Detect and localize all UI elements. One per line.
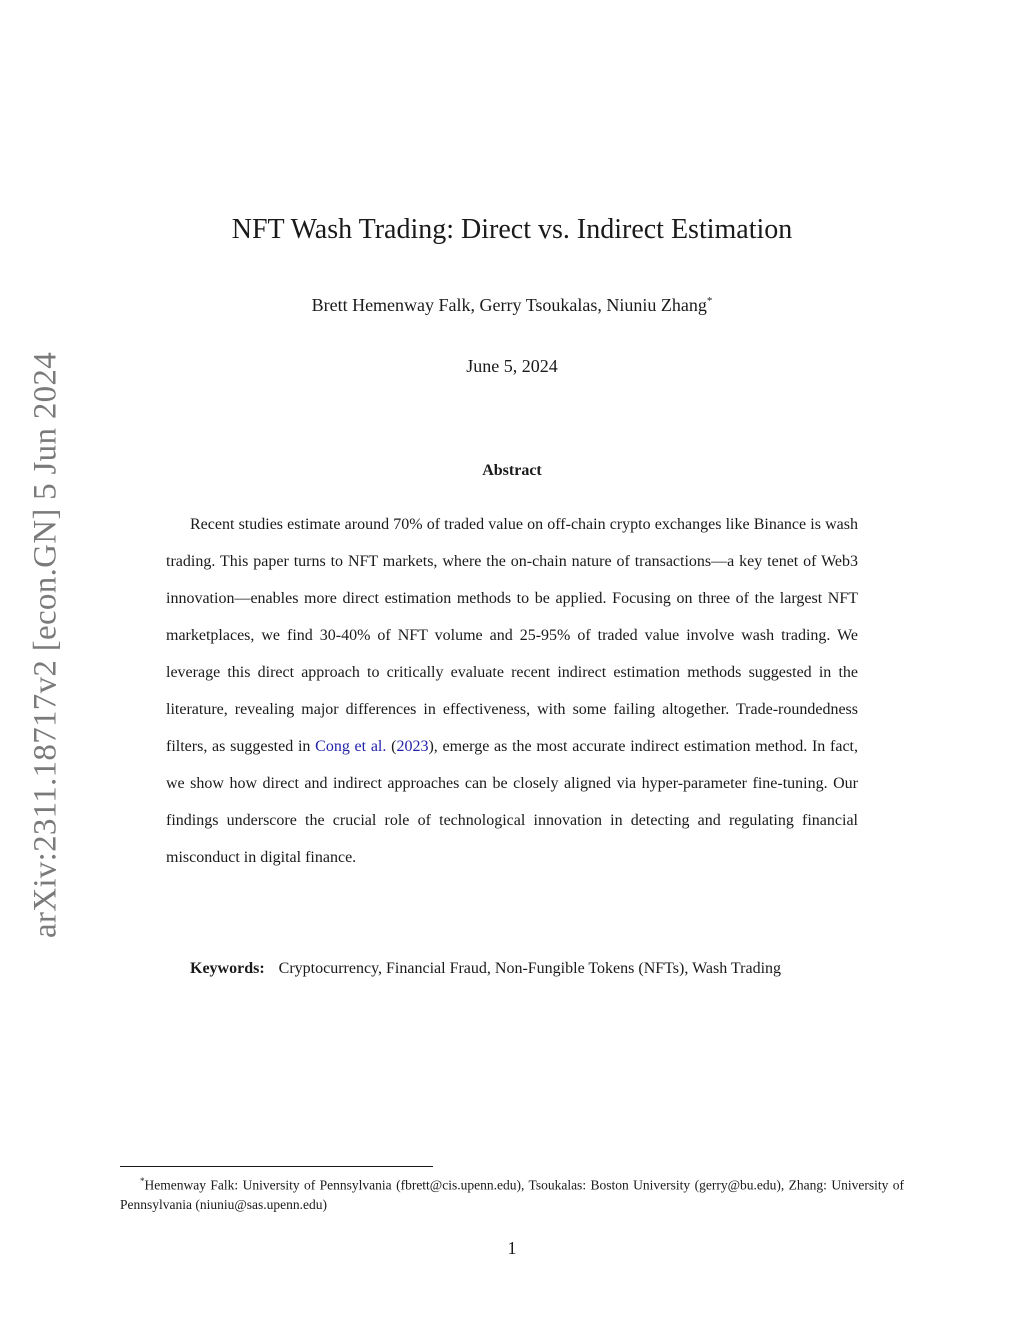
citation-link-year[interactable]: 2023	[396, 738, 429, 755]
keywords-section	[166, 950, 858, 987]
author-list	[0, 295, 1024, 316]
abstract-text-part-2: ), emerge as the most accurate indirect estimation method. In fact, we show how direct and indirect approaches can be closely aligned via hyper-parameter fine-tuning. Our findings underscore the crucial role of technological innovation in detecting and regulating financial misconduct in digital finance.	[166, 738, 858, 866]
author-footnote-mark: *	[706, 295, 713, 307]
citation-open-paren: (	[391, 738, 397, 755]
publication-date: June 5, 2024	[466, 356, 558, 376]
abstract-heading: Abstract	[482, 462, 542, 479]
author-affiliation-footnote	[120, 1172, 904, 1214]
keywords-label: Keywords:	[190, 960, 265, 977]
author-names: Brett Hemenway Falk, Gerry Tsoukalas, Niuniu Zhang	[311, 295, 707, 315]
keywords-list: Cryptocurrency, Financial Fraud, Non-Fungible Tokens (NFTs), Wash Trading	[278, 960, 782, 977]
footnote-divider	[120, 1166, 433, 1167]
citation-link-authors[interactable]: Cong et al.	[315, 738, 387, 755]
footnote-text: Hemenway Falk: University of Pennsylvania (fbrett@cis.upenn.edu), Tsoukalas: Boston University (gerry@bu.edu), Zhang: University of Pennsylvania (niuniu@sas.upenn.edu)	[120, 1177, 904, 1212]
paper-title: NFT Wash Trading: Direct vs. Indirect Estimation	[231, 214, 793, 245]
abstract-body	[166, 506, 858, 876]
arxiv-identifier-stamp: arXiv:2311.18717v2 [econ.GN] 5 Jun 2024	[27, 351, 64, 939]
footnote-mark: *	[140, 1176, 145, 1186]
page-number: 1	[507, 1238, 517, 1258]
abstract-text-part-1: Recent studies estimate around 70% of traded value on off-chain crypto exchanges like Binance is wash trading. This paper turns to NFT markets, where the on-chain nature of transactions—a key tenet of Web3 innovation—enables more direct estimation methods to be applied. Focusing on three of the largest NFT marketplaces, we find 30-40% of NFT volume and 25-95% of traded value involve wash trading. We leverage this direct approach to critically evaluate recent indirect estimation methods suggested in the literature, revealing major differences in effectiveness, with some failing altogether. Trade-roundedness filters, as suggested in	[166, 516, 858, 755]
